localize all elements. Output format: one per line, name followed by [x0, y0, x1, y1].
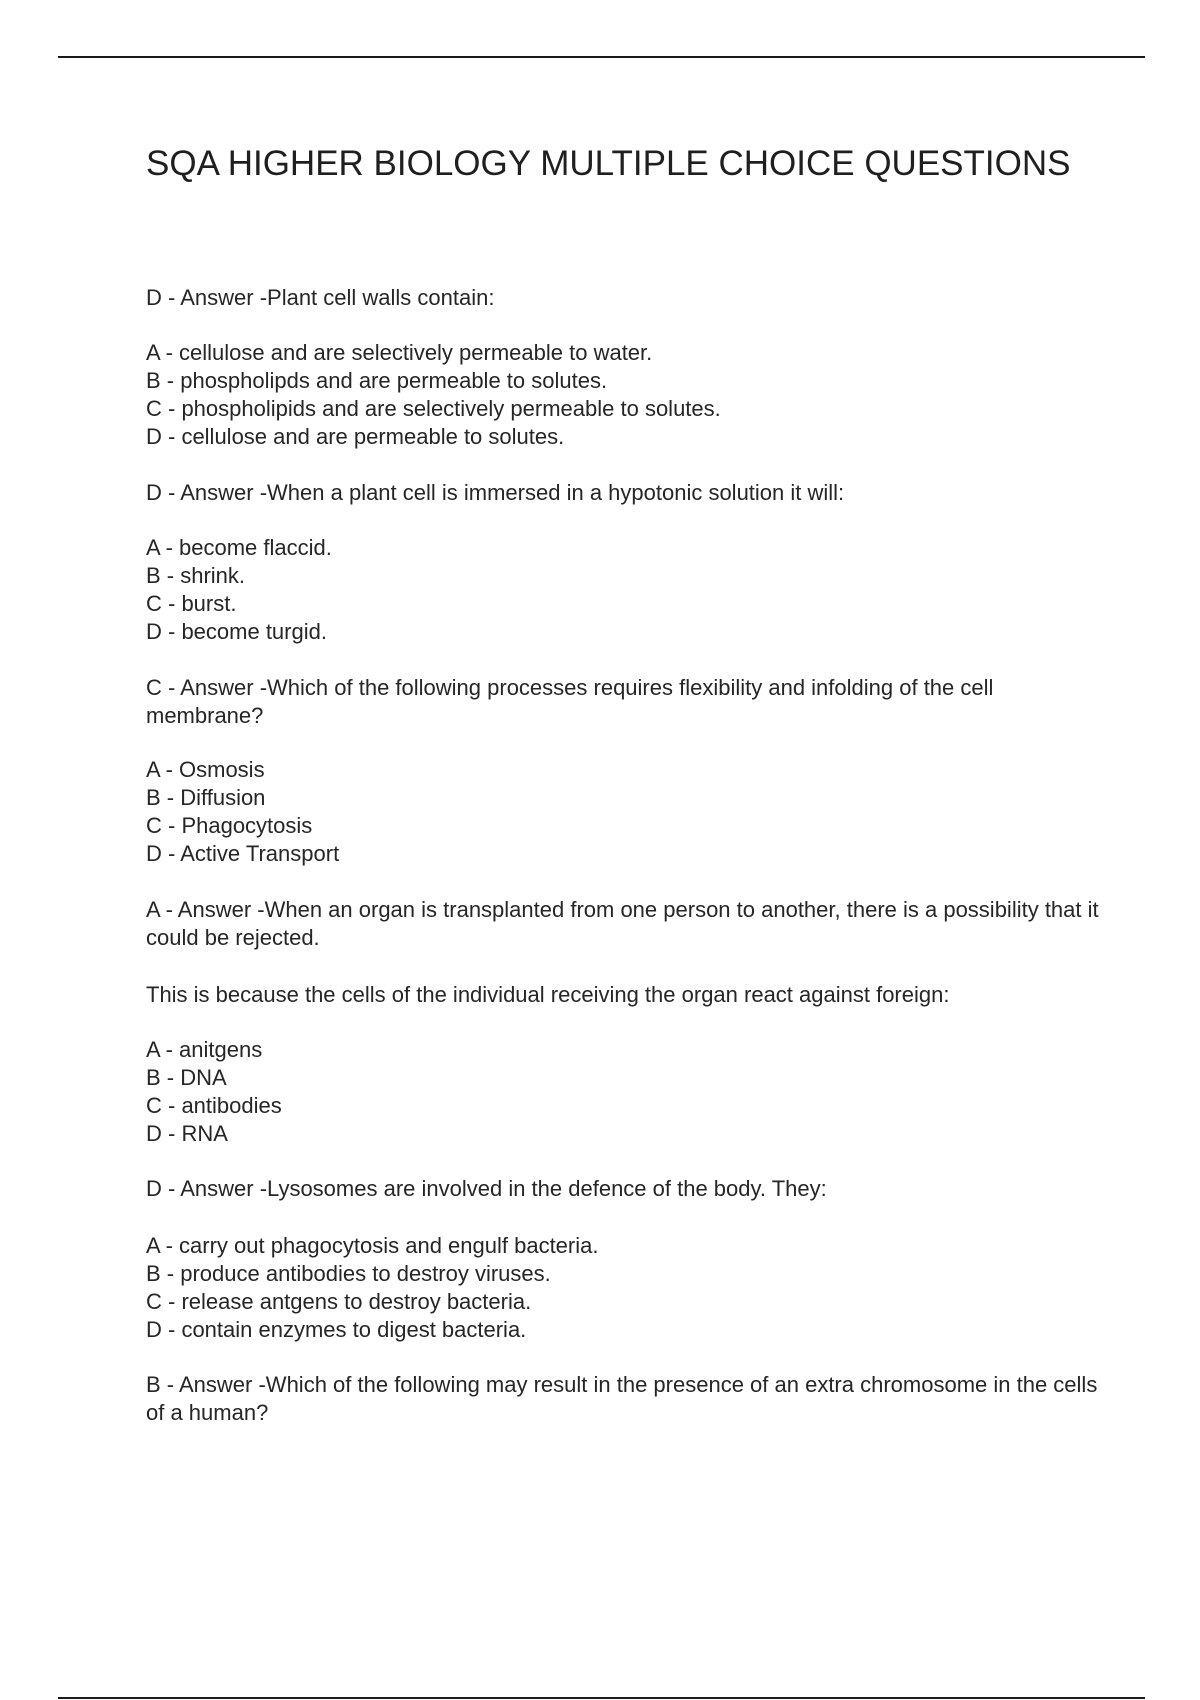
top-rule: [58, 56, 1145, 58]
option-a: A - Osmosis: [146, 757, 265, 782]
option-d: D - become turgid.: [146, 619, 327, 644]
question-3-options: [146, 756, 1106, 868]
option-d: D - RNA: [146, 1121, 228, 1146]
option-c: C - burst.: [146, 591, 237, 616]
option-a: A - anitgens: [146, 1037, 263, 1062]
question-5: [146, 1175, 1106, 1203]
question-prompt: B - Answer -Which of the following may result in the presence of an extra chromosome in the cells of a human?: [146, 1372, 1098, 1425]
question-5-options: [146, 1232, 1106, 1344]
question-prompt: C - Answer -Which of the following processes requires flexibility and infolding of the cell membrane?: [146, 675, 994, 728]
option-b: B - phospholipds and are permeable to solutes.: [146, 368, 608, 393]
option-d: D - cellulose and are permeable to solutes.: [146, 424, 565, 449]
option-c: C - release antgens to destroy bacteria.: [146, 1289, 532, 1314]
question-1: [146, 284, 1106, 312]
option-b: B - DNA: [146, 1065, 227, 1090]
question-2-options: [146, 534, 1106, 646]
question-4-options: [146, 1036, 1106, 1148]
question-3: [146, 674, 1106, 730]
option-c: C - Phagocytosis: [146, 813, 313, 838]
option-a: A - cellulose and are selectively permeable to water.: [146, 340, 653, 365]
option-d: D - contain enzymes to digest bacteria.: [146, 1317, 527, 1342]
question-prompt: A - Answer -When an organ is transplanted from one person to another, there is a possibility that it could be rejected.: [146, 897, 1099, 950]
question-extra-text: This is because the cells of the individual receiving the organ react against foreign:: [146, 982, 950, 1007]
option-c: C - antibodies: [146, 1093, 282, 1118]
option-b: B - Diffusion: [146, 785, 266, 810]
option-c: C - phospholipids and are selectively permeable to solutes.: [146, 396, 721, 421]
bottom-rule: [58, 1697, 1145, 1699]
option-a: A - become flaccid.: [146, 535, 332, 560]
option-a: A - carry out phagocytosis and engulf bacteria.: [146, 1233, 599, 1258]
question-6: [146, 1371, 1106, 1427]
question-4: [146, 896, 1106, 952]
question-prompt: D - Answer -When a plant cell is immersed in a hypotonic solution it will:: [146, 480, 845, 505]
option-d: D - Active Transport: [146, 841, 340, 866]
question-prompt: D - Answer -Lysosomes are involved in the defence of the body. They:: [146, 1176, 827, 1201]
option-b: B - produce antibodies to destroy viruses.: [146, 1261, 551, 1286]
question-2: [146, 479, 1106, 507]
option-b: B - shrink.: [146, 563, 246, 588]
question-prompt: D - Answer -Plant cell walls contain:: [146, 285, 495, 310]
question-4-extra: [146, 981, 1106, 1009]
question-1-options: [146, 339, 1106, 451]
document-title: SQA HIGHER BIOLOGY MULTIPLE CHOICE QUESTIONS: [146, 144, 1071, 183]
